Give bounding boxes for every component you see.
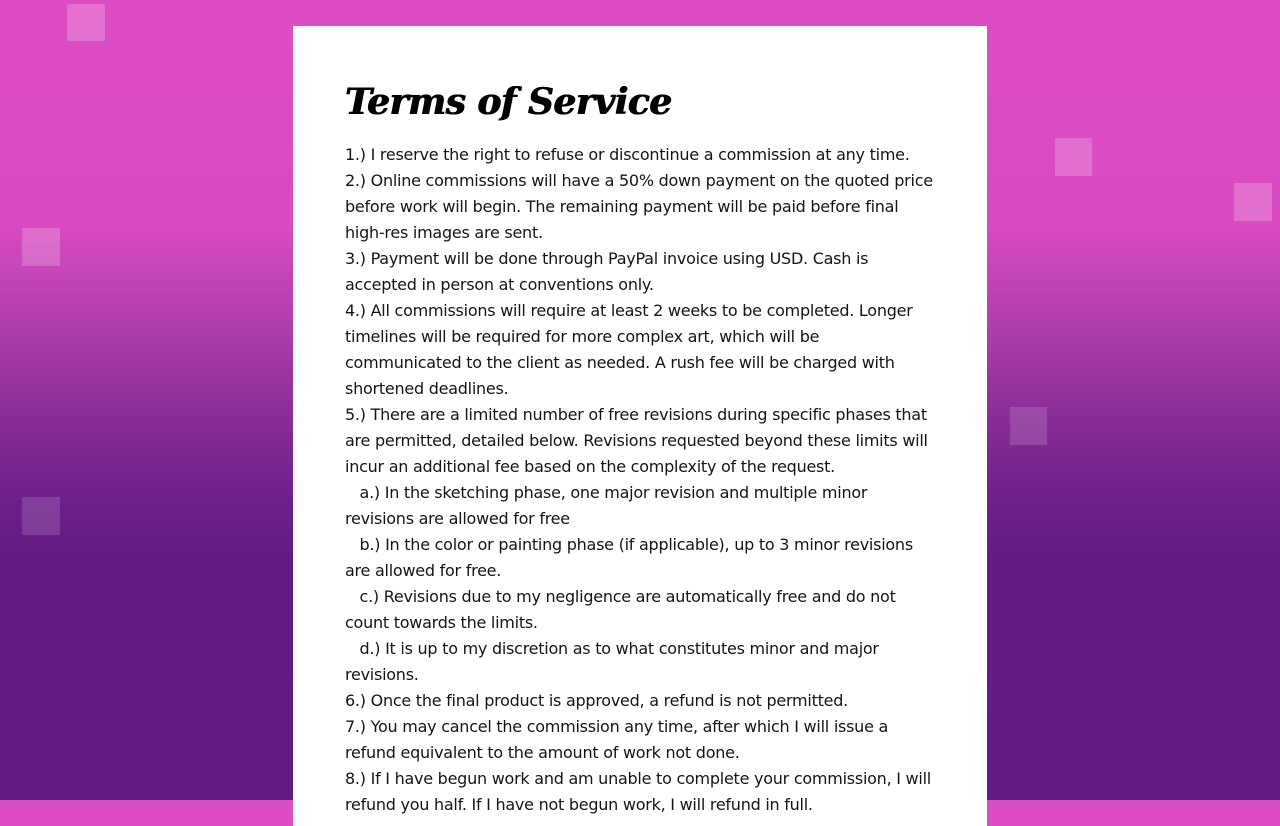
decorative-square [1234,183,1272,221]
term-subitem: a.) In the sketching phase, one major revision and multiple minor revisions are allowed for free [345,483,873,528]
term-item: 7.) You may cancel the commission any time, after which I will issue a refund equivalent to the amount of work not done. [345,717,893,762]
page-title: Terms of Service [345,81,672,123]
term-item: 1.) I reserve the right to refuse or discontinue a commission at any time. [345,145,910,164]
decorative-square [22,497,60,535]
terms-list [345,142,938,818]
term-item: 3.) Payment will be done through PayPal invoice using USD. Cash is accepted in person at conventions only. [345,249,874,294]
term-subitem: d.) It is up to my discretion as to what constitutes minor and major revisions. [345,639,884,684]
term-subitem: c.) Revisions due to my negligence are automatically free and do not count towards the limits. [345,587,901,632]
decorative-square [1055,138,1092,176]
decorative-square [1010,407,1047,445]
term-item: 6.) Once the final product is approved, a refund is not permitted. [345,691,848,710]
decorative-square [22,228,60,266]
term-subitem: b.) In the color or painting phase (if applicable), up to 3 minor revisions are allowed for free. [345,535,918,580]
term-item: 2.) Online commissions will have a 50% down payment on the quoted price before work will begin. The remaining payment will be paid before final high-res images are sent. [345,171,938,242]
term-item: 5.) There are a limited number of free revisions during specific phases that are permitted, detailed below. Revisions requested beyond these limits will incur an additional fee based on the complexity of the request. [345,405,933,476]
terms-card [293,26,987,826]
term-item: 8.) If I have begun work and am unable to complete your commission, I will refund you half. If I have not begun work, I will refund in full. [345,769,936,814]
term-item: 4.) All commissions will require at least 2 weeks to be completed. Longer timelines will be required for more complex art, which will be communicated to the client as needed. A rush fee will be charged with shortened deadlines. [345,301,918,398]
decorative-square [67,4,105,41]
